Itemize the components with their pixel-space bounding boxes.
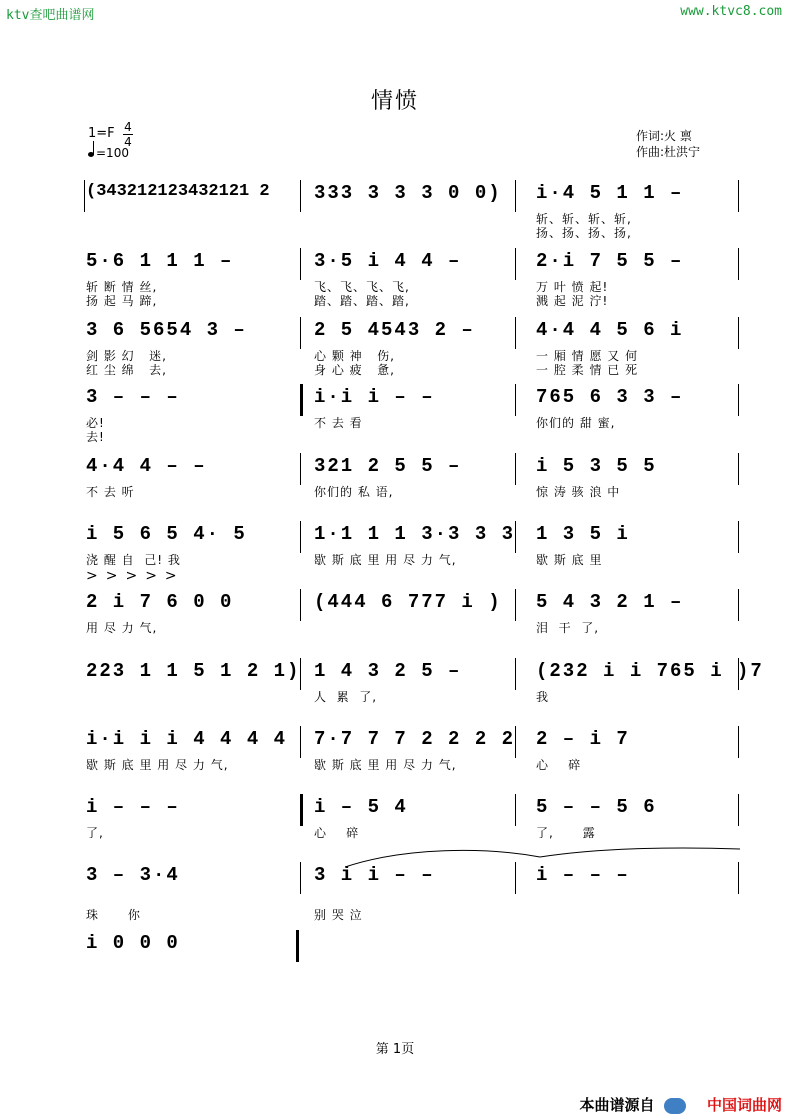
bar-line	[515, 180, 516, 212]
lyric-line: 扬 起 马 蹄,	[86, 294, 158, 308]
page-number: 第 1页	[375, 1042, 415, 1057]
bar-line	[515, 589, 516, 621]
measure-notes: i – – –	[86, 796, 180, 818]
score-row	[0, 384, 790, 454]
score-row	[0, 180, 790, 250]
measure-notes: 7·7 7 7 2 2 2 2	[314, 728, 516, 750]
lyric-line: 心 颗 神 伤,	[314, 349, 395, 363]
lyric-line: 歇 斯 底 里	[536, 553, 603, 567]
measure-notes: i·4 5 1 1 –	[536, 182, 684, 204]
lyric-line: 不 去 听	[86, 485, 135, 499]
lyric-line: 不 去 看	[314, 416, 363, 430]
footer-right: 中国词曲网	[706, 1096, 782, 1114]
bar-line	[296, 930, 299, 962]
lyric-line: 惊 涛 骇 浪 中	[536, 485, 621, 499]
score-row	[0, 930, 790, 1000]
measure-notes: 2·i 7 5 5 –	[536, 250, 684, 272]
time-signature-top: 4	[124, 120, 132, 134]
measure-notes: 1 3 5 i	[536, 523, 630, 545]
score-row	[0, 726, 790, 796]
lyric-line: 万 叶 愤 起!	[536, 280, 609, 294]
lyric-line: 歇 斯 底 里 用 尽 力 气,	[314, 553, 457, 567]
lyric-line: 斩、斩、斩、斩,	[536, 212, 632, 226]
lyric-line: 你们的 私 语,	[314, 485, 394, 499]
score-row	[0, 589, 790, 659]
measure-notes: i – – –	[536, 864, 630, 886]
measure-notes: 5 4 3 2 1 –	[536, 591, 684, 613]
lyric-line: 扬、扬、扬、扬,	[536, 226, 632, 240]
lyric-line: 一 厢 情 愿 又 何	[536, 349, 639, 363]
bar-line	[300, 317, 301, 349]
bar-line	[738, 726, 739, 758]
bar-line	[515, 521, 516, 553]
lyric-line: 泪 干 了,	[536, 621, 600, 635]
measure-notes: (343212123432121 2	[86, 182, 270, 201]
measure-notes: 2 5 4543 2 –	[314, 319, 475, 341]
lyric-line: 了, 露	[536, 826, 596, 840]
lyric-line: 必!	[86, 416, 105, 430]
key-signature: 1=F	[88, 126, 115, 141]
measure-notes: 3·5 i 4 4 –	[314, 250, 462, 272]
lyric-line: 溅 起 泥 泞!	[536, 294, 609, 308]
bar-line	[738, 453, 739, 485]
site-logo-icon	[664, 1098, 686, 1114]
watermark-left: ktv查吧曲谱网	[6, 8, 95, 23]
lyric-line: 浇 醒 自 己! 我	[86, 553, 181, 567]
measure-notes: 2 i 7 6 0 0	[86, 591, 234, 613]
bar-line	[300, 248, 301, 280]
measure-notes: 3 – – –	[86, 386, 180, 408]
bar-line	[515, 453, 516, 485]
measure-notes: i·i i – –	[314, 386, 435, 408]
lyric-line: 你们的 甜 蜜,	[536, 416, 616, 430]
bar-line	[300, 589, 301, 621]
bar-line	[515, 384, 516, 416]
measure-notes: i 5 3 5 5	[536, 455, 657, 477]
measure-notes: 333 3 3 3 0 0)	[314, 182, 502, 204]
score-row	[0, 317, 790, 387]
watermark-right: www.ktvc8.com	[680, 4, 782, 19]
lyric-line: 歇 斯 底 里 用 尽 力 气,	[86, 758, 229, 772]
measure-notes: i·i i i 4 4 4 4	[86, 728, 288, 750]
bar-line	[515, 317, 516, 349]
lyric-line: 歇 斯 底 里 用 尽 力 气,	[314, 758, 457, 772]
lyric-line: 去!	[86, 430, 105, 444]
footer-left: 本曲谱源自	[579, 1096, 655, 1114]
composer: 作曲:杜洪宁	[636, 145, 701, 159]
lyric-line: 红 尘 绵 去,	[86, 363, 167, 377]
lyric-line: 一 腔 柔 情 已 死	[536, 363, 639, 377]
measure-notes: 1·1 1 1 3·3 3 3	[314, 523, 516, 545]
bar-line	[515, 658, 516, 690]
bar-line	[738, 317, 739, 349]
bar-line	[300, 794, 303, 826]
footer-source	[580, 1094, 783, 1115]
measure-notes: (232 i i 765 i )7	[536, 660, 764, 682]
bar-line	[738, 180, 739, 212]
measure-notes: 4·4 4 5 6 i	[536, 319, 684, 341]
measure-notes: 223 1 1 5 1 2 1)	[86, 660, 301, 682]
lyric-line: 心 碎	[314, 826, 360, 840]
measure-notes: 321 2 5 5 –	[314, 455, 462, 477]
bar-line	[515, 726, 516, 758]
lyric-line: 踏、踏、踏、踏,	[314, 294, 410, 308]
bar-line	[300, 180, 301, 212]
lyric-line: 剑 影 幻 迷,	[86, 349, 167, 363]
quarter-note-icon	[88, 152, 94, 157]
bar-line	[738, 384, 739, 416]
bar-line	[738, 521, 739, 553]
measure-notes: 3 – 3·4	[86, 864, 180, 886]
lyric-line: 身 心 疲 惫,	[314, 363, 395, 377]
bar-line	[738, 589, 739, 621]
time-signature-bottom: 4	[124, 135, 132, 149]
bar-line	[84, 180, 85, 212]
score-row	[0, 453, 790, 523]
bar-line	[738, 794, 739, 826]
bar-line	[300, 862, 301, 894]
measure-notes: 765 6 3 3 –	[536, 386, 684, 408]
bar-line	[300, 726, 301, 758]
lyric-line: 人 累 了,	[314, 690, 378, 704]
lyricist: 作词:火 禀	[636, 129, 692, 143]
measure-notes: i – 5 4	[314, 796, 408, 818]
bar-line	[300, 453, 301, 485]
tie-curve	[345, 845, 745, 875]
lyric-line: 飞、飞、飞、飞,	[314, 280, 410, 294]
song-title: 情愤	[370, 89, 419, 114]
lyric-line: 了,	[86, 826, 104, 840]
measure-notes: 4·4 4 – –	[86, 455, 207, 477]
tempo-value: =100	[96, 146, 129, 160]
measure-notes: i 0 0 0	[86, 932, 180, 954]
lyric-line: 心 碎	[536, 758, 582, 772]
lyric-line: 用 尽 力 气,	[86, 621, 158, 635]
measure-notes: (444 6 777 i )	[314, 591, 502, 613]
measure-notes: 2 – i 7	[536, 728, 630, 750]
bar-line	[738, 248, 739, 280]
bar-line	[300, 521, 301, 553]
bar-line	[300, 384, 303, 416]
bar-line	[515, 248, 516, 280]
lyric-line: 珠 你	[86, 908, 141, 922]
measure-notes: 3 i i – –	[314, 864, 435, 886]
accent-marks: >>>>>	[86, 568, 185, 584]
lyric-line: 别 哭 泣	[314, 908, 363, 922]
score-row	[0, 658, 790, 728]
lyric-line: 我	[536, 690, 550, 704]
measure-notes: 5·6 1 1 1 –	[86, 250, 234, 272]
time-signature	[123, 121, 133, 148]
tempo-marking	[88, 146, 129, 160]
measure-notes: 5 – – 5 6	[536, 796, 657, 818]
measure-notes: 3 6 5654 3 –	[86, 319, 247, 341]
lyric-line: 斩 断 情 丝,	[86, 280, 158, 294]
bar-line	[515, 794, 516, 826]
measure-notes: 1 4 3 2 5 –	[314, 660, 462, 682]
score-row	[0, 248, 790, 318]
measure-notes: i 5 6 5 4· 5	[86, 523, 247, 545]
credits	[636, 128, 700, 160]
